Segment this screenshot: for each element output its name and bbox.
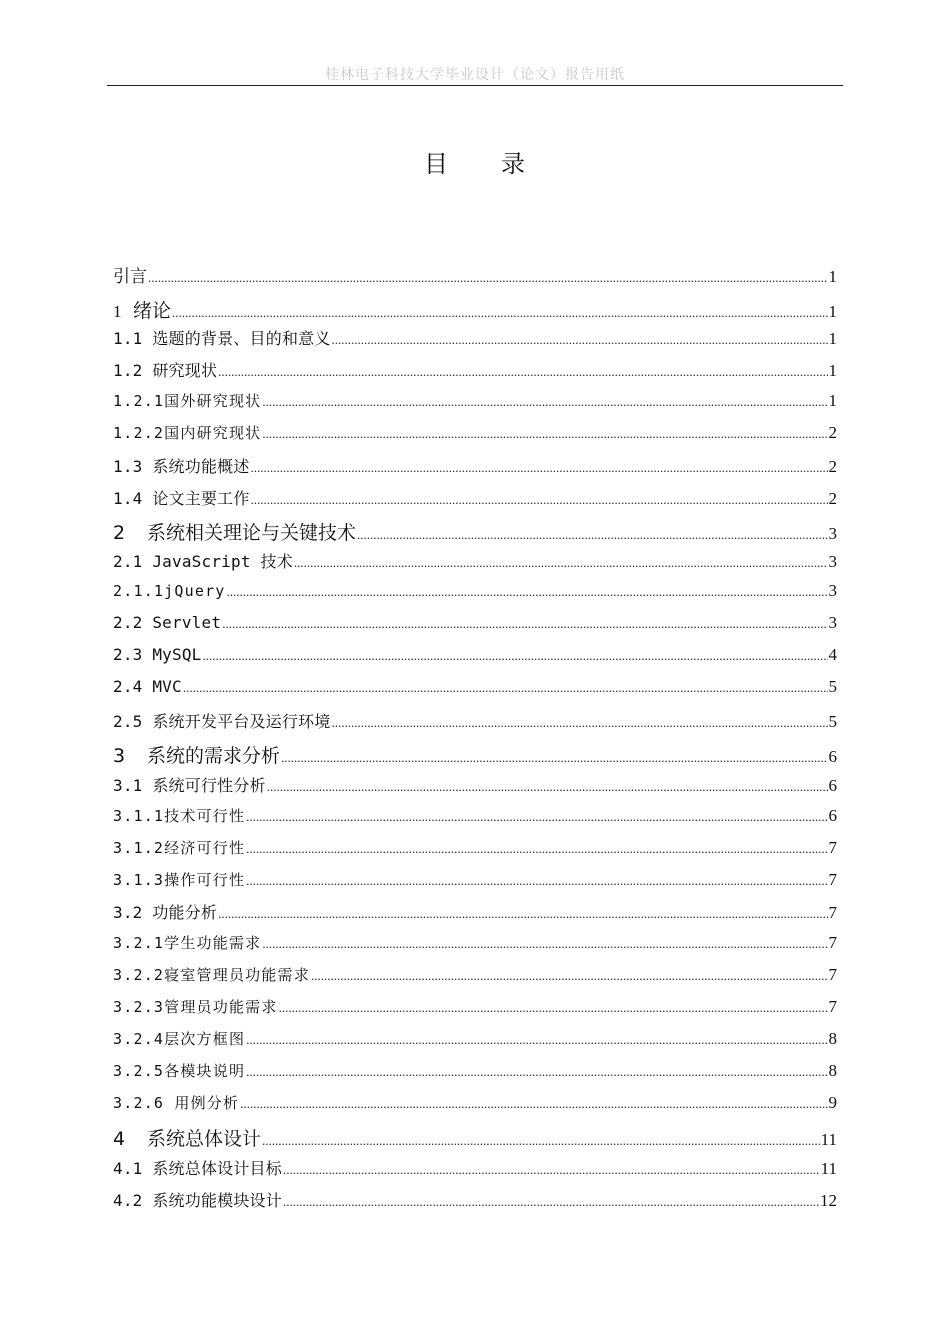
toc-entry-text: Servlet bbox=[152, 613, 222, 632]
toc-entry-label bbox=[113, 582, 226, 600]
toc-entry[interactable] bbox=[113, 549, 837, 572]
toc-entry-page-number: 4 bbox=[828, 645, 837, 664]
toc-entry-number: 1.2 bbox=[113, 361, 143, 380]
toc-entry-number: 1.3 bbox=[113, 457, 143, 476]
toc-entry-text: 系统功能概述 bbox=[152, 457, 250, 476]
toc-entry-number: 4.1 bbox=[113, 1159, 143, 1178]
toc-entry-label bbox=[113, 549, 293, 572]
toc-entry[interactable] bbox=[113, 613, 837, 633]
dot-leader bbox=[267, 779, 828, 795]
toc-entry-page-number: 1 bbox=[828, 391, 837, 410]
toc-entry-text: jQuery bbox=[164, 582, 226, 600]
toc-entry-number: 3.2.5 bbox=[113, 1062, 165, 1080]
toc-entry-page-number: 12 bbox=[820, 1191, 837, 1210]
dot-leader bbox=[332, 332, 828, 348]
toc-entry-label bbox=[113, 1060, 245, 1081]
toc-entry-number: 3.2.3 bbox=[113, 998, 165, 1016]
dot-leader bbox=[203, 648, 828, 664]
toc-entry-page-number: 7 bbox=[828, 965, 837, 984]
toc-entry-number: 4 bbox=[113, 1128, 126, 1150]
toc-entry-label bbox=[113, 1028, 245, 1049]
dot-leader bbox=[246, 841, 827, 857]
toc-entry[interactable] bbox=[113, 964, 837, 985]
toc-entry-page-number: 9 bbox=[828, 1093, 837, 1112]
toc-entry-number: 4.2 bbox=[113, 1191, 143, 1210]
toc-entry[interactable] bbox=[113, 1124, 837, 1151]
toc-entry[interactable] bbox=[113, 1156, 837, 1179]
toc-entry-page-number: 1 bbox=[828, 329, 837, 348]
toc-entry-page-number: 6 bbox=[828, 806, 837, 825]
dot-leader bbox=[148, 270, 828, 286]
toc-title-char: 目 bbox=[424, 150, 449, 178]
toc-entry-number: 3.1.1 bbox=[113, 807, 165, 825]
toc-entry-number: 3.1.3 bbox=[113, 871, 165, 889]
toc-entry-page-number: 7 bbox=[828, 933, 837, 952]
toc-entry[interactable] bbox=[113, 900, 837, 923]
dot-leader bbox=[246, 1064, 827, 1080]
toc-entry-label bbox=[113, 454, 250, 477]
toc-entry-number: 1.1 bbox=[113, 329, 143, 348]
toc-entry-number: 3 bbox=[113, 745, 126, 767]
header-rule bbox=[107, 85, 843, 86]
dot-leader bbox=[262, 936, 827, 952]
toc-entry[interactable] bbox=[113, 486, 837, 509]
toc-entry-label bbox=[113, 422, 261, 443]
toc-entry[interactable] bbox=[113, 1060, 837, 1081]
toc-entry-number: 3.1.2 bbox=[113, 839, 165, 857]
toc-entry-text: 各模块说明 bbox=[164, 1062, 246, 1080]
toc-entry-page-number: 3 bbox=[828, 552, 837, 571]
toc-entry-number: 1.2.1 bbox=[113, 392, 165, 410]
toc-entry[interactable] bbox=[113, 869, 837, 890]
toc-entry-page-number: 2 bbox=[828, 423, 837, 442]
dot-leader bbox=[222, 616, 827, 632]
toc-entry[interactable] bbox=[113, 454, 837, 477]
toc-entry-number: 1 bbox=[113, 302, 122, 321]
toc-entry-label bbox=[113, 932, 261, 953]
dot-leader bbox=[357, 527, 827, 543]
toc-entry-page-number: 7 bbox=[828, 997, 837, 1016]
toc-entry[interactable] bbox=[113, 326, 837, 349]
toc-entry[interactable] bbox=[113, 741, 837, 768]
toc-entry-label bbox=[113, 773, 266, 796]
toc-entry-label bbox=[113, 326, 331, 349]
toc-entry-text: 研究现状 bbox=[152, 361, 218, 380]
toc-entry[interactable] bbox=[113, 1028, 837, 1049]
toc-entry-page-number: 2 bbox=[828, 457, 837, 476]
toc-entry-number: 3.2.1 bbox=[113, 934, 165, 952]
toc-entry-text: 操作可行性 bbox=[164, 871, 246, 889]
toc-entry[interactable] bbox=[113, 837, 837, 858]
toc-entry[interactable] bbox=[113, 645, 837, 665]
toc-entry-text: 论文主要工作 bbox=[152, 489, 250, 508]
toc-entry-number: 1.2.2 bbox=[113, 424, 165, 442]
dot-leader bbox=[246, 1032, 827, 1048]
toc-entry-number: 2.4 bbox=[113, 677, 143, 696]
toc-entry-page-number: 6 bbox=[828, 747, 837, 766]
toc-entry-text: 系统的需求分析 bbox=[147, 745, 281, 767]
toc-entry[interactable] bbox=[113, 518, 837, 545]
toc-entry-label bbox=[113, 837, 245, 858]
toc-entry[interactable] bbox=[113, 296, 837, 323]
toc-entry-page-number: 1 bbox=[828, 361, 837, 380]
dot-leader bbox=[262, 426, 827, 442]
toc-entry-text: MVC bbox=[152, 677, 182, 696]
dot-leader bbox=[172, 305, 827, 321]
dot-leader bbox=[246, 809, 827, 825]
toc-entry-number: 2.1 bbox=[113, 552, 143, 571]
toc-entry-label bbox=[113, 296, 171, 323]
toc-entry-label bbox=[113, 262, 147, 287]
toc-entry-text: 国内研究现状 bbox=[164, 424, 262, 442]
dot-leader bbox=[218, 364, 827, 380]
toc-entry-page-number: 11 bbox=[820, 1130, 837, 1149]
toc-entry-text: JavaScript 技术 bbox=[152, 552, 293, 571]
toc-entry-label bbox=[113, 900, 217, 923]
toc-entry-label bbox=[113, 964, 310, 985]
toc-entry-text: 功能分析 bbox=[152, 903, 218, 922]
toc-entry-text: 经济可行性 bbox=[164, 839, 246, 857]
toc-entry-page-number: 2 bbox=[828, 489, 837, 508]
toc-entry[interactable] bbox=[113, 773, 837, 796]
toc-entry-page-number: 7 bbox=[828, 870, 837, 889]
dot-leader bbox=[262, 394, 827, 410]
toc-entry-number: 3.1 bbox=[113, 776, 143, 795]
toc-entry-text: MySQL bbox=[152, 645, 202, 664]
toc-entry[interactable] bbox=[113, 422, 837, 443]
toc-entry-text: 系统可行性分析 bbox=[152, 776, 266, 795]
toc-entry[interactable] bbox=[113, 1188, 837, 1211]
toc-entry-number: 3.2.6 bbox=[113, 1094, 165, 1112]
dot-leader bbox=[281, 750, 827, 766]
toc-entry-text: 绪论 bbox=[133, 300, 172, 322]
toc-entry-text: 国外研究现状 bbox=[164, 392, 262, 410]
toc-entry-label bbox=[113, 358, 217, 381]
dot-leader bbox=[279, 1000, 828, 1016]
toc-entry-text: 技术可行性 bbox=[164, 807, 246, 825]
toc-entry-label bbox=[113, 613, 221, 632]
dot-leader bbox=[283, 1162, 820, 1178]
toc-title-char: 录 bbox=[501, 150, 526, 178]
toc-entry-label bbox=[113, 741, 280, 768]
toc-entry-text: 系统总体设计 bbox=[147, 1128, 262, 1150]
dot-leader bbox=[251, 492, 828, 508]
toc-entry-number: 2.5 bbox=[113, 712, 143, 731]
toc-entry-page-number: 6 bbox=[828, 776, 837, 795]
toc-entry-number: 1.4 bbox=[113, 489, 143, 508]
toc-entry-page-number: 11 bbox=[820, 1159, 837, 1178]
toc-title bbox=[0, 144, 950, 179]
toc-entry-page-number: 3 bbox=[828, 524, 837, 543]
toc-entry[interactable] bbox=[113, 805, 837, 826]
toc-entry-page-number: 8 bbox=[828, 1029, 837, 1048]
toc-entry-number: 2.2 bbox=[113, 613, 143, 632]
dot-leader bbox=[283, 1194, 819, 1210]
toc-entry-text: 层次方框图 bbox=[164, 1030, 246, 1048]
toc-entry-text: 系统相关理论与关键技术 bbox=[147, 522, 357, 544]
dot-leader bbox=[262, 1133, 820, 1149]
toc-entry-page-number: 1 bbox=[828, 267, 837, 286]
toc-entry[interactable] bbox=[113, 932, 837, 953]
toc-entry-label bbox=[113, 677, 182, 696]
toc-entry-text: 用例分析 bbox=[164, 1094, 240, 1112]
toc-entry-text: 寝室管理员功能需求 bbox=[164, 966, 310, 984]
toc-entry[interactable] bbox=[113, 709, 837, 732]
toc-entry-page-number: 5 bbox=[828, 677, 837, 696]
toc-entry-label bbox=[113, 1156, 282, 1179]
toc-entry[interactable] bbox=[113, 1092, 837, 1113]
toc-entry-number: 3.2.4 bbox=[113, 1030, 165, 1048]
toc-entry[interactable] bbox=[113, 390, 837, 411]
toc-entry[interactable] bbox=[113, 996, 837, 1017]
toc-entry-label bbox=[113, 1092, 239, 1113]
toc-entry-label bbox=[113, 645, 202, 664]
toc-entry-label bbox=[113, 518, 356, 545]
toc-entry-text: 系统总体设计目标 bbox=[152, 1159, 282, 1178]
toc-entry-number: 3.2.2 bbox=[113, 966, 165, 984]
toc-entry-page-number: 7 bbox=[828, 903, 837, 922]
toc-entry[interactable] bbox=[113, 677, 837, 697]
toc-entry[interactable] bbox=[113, 581, 837, 601]
toc-entry-number: 2 bbox=[113, 522, 126, 544]
dot-leader bbox=[246, 873, 827, 889]
toc-entry-label bbox=[113, 805, 245, 826]
toc-entry-number: 2.3 bbox=[113, 645, 143, 664]
toc-entry-page-number: 8 bbox=[828, 1061, 837, 1080]
toc-entry-number: 2.1.1 bbox=[113, 582, 165, 600]
dot-leader bbox=[240, 1096, 827, 1112]
dot-leader bbox=[183, 680, 828, 696]
toc-entry-label bbox=[113, 1188, 282, 1211]
dot-leader bbox=[311, 968, 828, 984]
toc-entry-label bbox=[113, 486, 250, 509]
toc-entry-page-number: 3 bbox=[828, 613, 837, 632]
toc-entry-page-number: 5 bbox=[828, 712, 837, 731]
dot-leader bbox=[218, 906, 827, 922]
toc-entry-text: 系统功能模块设计 bbox=[152, 1191, 282, 1210]
toc-entry-text: 选题的背景、目的和意义 bbox=[152, 329, 331, 348]
toc-entry-page-number: 1 bbox=[828, 302, 837, 321]
toc-entry-text: 管理员功能需求 bbox=[164, 998, 278, 1016]
toc-entry-number: 3.2 bbox=[113, 903, 143, 922]
dot-leader bbox=[251, 460, 828, 476]
toc-entry-label bbox=[113, 869, 245, 890]
toc-entry-text: 系统开发平台及运行环境 bbox=[152, 712, 331, 731]
toc-entry[interactable] bbox=[113, 358, 837, 381]
dot-leader bbox=[332, 715, 828, 731]
toc-entry-text: 引言 bbox=[113, 267, 147, 287]
toc-entry-text: 学生功能需求 bbox=[164, 934, 262, 952]
toc-entry-label bbox=[113, 1124, 261, 1151]
page-header: 桂林电子科技大学毕业设计（论文）报告用纸 bbox=[325, 67, 625, 83]
toc-entry-label bbox=[113, 709, 331, 732]
toc-entry-label bbox=[113, 390, 261, 411]
toc-entry-label bbox=[113, 996, 278, 1017]
dot-leader bbox=[294, 555, 828, 571]
dot-leader bbox=[227, 584, 828, 600]
toc-entry-page-number: 7 bbox=[828, 838, 837, 857]
toc-entry-page-number: 3 bbox=[828, 581, 837, 600]
toc-entry[interactable] bbox=[113, 262, 837, 287]
